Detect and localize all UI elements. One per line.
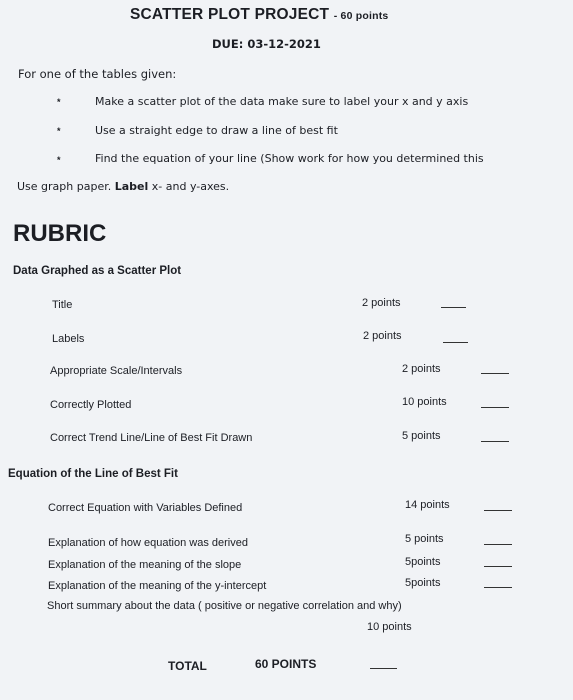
score-blank (481, 407, 509, 408)
rubric-item-points: 2 points (363, 330, 402, 342)
graph-note-bold: Label (114, 180, 149, 193)
graph-note-prefix: Use graph paper. (17, 180, 112, 193)
section-title: Equation of the Line of Best Fit (8, 468, 178, 480)
score-blank (370, 668, 397, 669)
score-blank (484, 544, 512, 545)
bullet-marker: * (57, 126, 61, 136)
rubric-item-points: 14 points (405, 499, 450, 511)
rubric-item-points: 5points (405, 556, 441, 568)
due-date: DUE: 03-12-2021 (212, 37, 321, 51)
rubric-item-label: Correct Equation with Variables Defined (48, 502, 243, 514)
instruction-item: Make a scatter plot of the data make sure to label your x and y axis (95, 95, 469, 108)
rubric-item-points: 5 points (402, 430, 441, 442)
rubric-heading: RUBRIC (13, 220, 107, 247)
rubric-item-label: Explanation of how equation was derived (48, 537, 248, 549)
rubric-item-label: Explanation of the meaning of the slope (48, 559, 242, 571)
title-text: SCATTER PLOT PROJECT (130, 6, 330, 23)
page-title (130, 6, 388, 24)
rubric-item-points: 5points (405, 577, 441, 589)
score-blank (443, 342, 468, 343)
score-blank (441, 307, 466, 308)
rubric-item-points: 2 points (362, 297, 401, 309)
rubric-item-label: Explanation of the meaning of the y-intercept (48, 580, 267, 592)
instruction-item: Find the equation of your line (Show work for how you determined this (95, 152, 484, 165)
total-points: 60 POINTS (255, 657, 317, 671)
rubric-item-label: Labels (52, 333, 85, 345)
score-blank (481, 373, 509, 374)
intro-text: For one of the tables given: (18, 67, 177, 81)
graph-note-suffix: x- and y-axes. (151, 180, 230, 193)
rubric-item-points: 10 points (367, 621, 412, 633)
score-blank (481, 441, 509, 442)
total-label: TOTAL (168, 659, 207, 673)
rubric-item-points: 5 points (405, 533, 444, 545)
score-blank (484, 566, 512, 567)
section-title: Data Graphed as a Scatter Plot (13, 265, 182, 277)
score-blank (484, 587, 512, 588)
graph-paper-note (17, 180, 229, 193)
rubric-item-label: Short summary about the data ( positive or negative correlation and why) (47, 600, 402, 612)
score-blank (484, 510, 512, 511)
title-points: - 60 points (333, 10, 389, 22)
bullet-marker: * (57, 97, 61, 107)
bullet-marker: * (57, 155, 61, 165)
rubric-item-points: 2 points (402, 363, 441, 375)
rubric-item-label: Appropriate Scale/Intervals (50, 365, 183, 377)
instruction-item: Use a straight edge to draw a line of best fit (95, 124, 338, 137)
rubric-item-label: Correctly Plotted (50, 399, 132, 411)
rubric-item-label: Title (52, 299, 73, 311)
rubric-item-points: 10 points (402, 396, 447, 408)
rubric-item-label: Correct Trend Line/Line of Best Fit Drawn (50, 432, 253, 444)
